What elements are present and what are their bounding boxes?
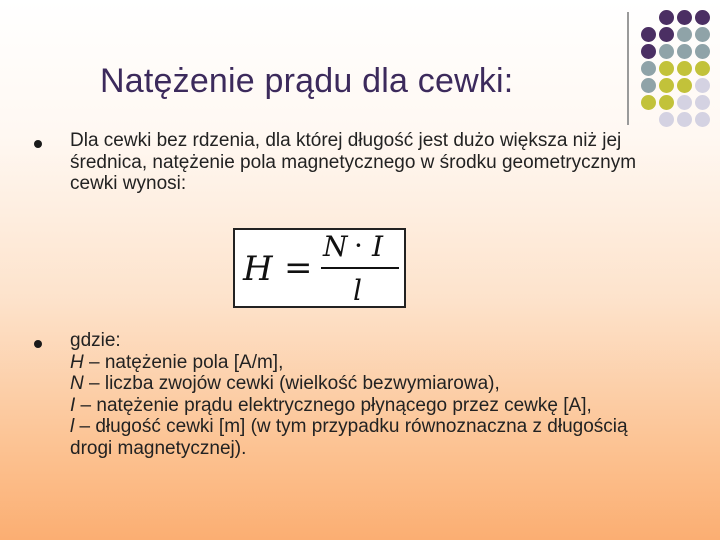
bullet-marker: [34, 140, 42, 148]
definition-symbol: l: [70, 416, 75, 437]
decor-dot: [641, 27, 656, 42]
bullet-marker: [34, 340, 42, 348]
decor-dot: [677, 61, 692, 76]
decor-dot: [659, 10, 674, 25]
decor-dot: [695, 10, 710, 25]
definition-symbol: H: [70, 351, 84, 373]
bullet-2-text: [70, 330, 670, 459]
formula-equals: =: [284, 248, 313, 288]
decor-dot: [659, 78, 674, 93]
formula-numerator-i: I: [372, 230, 384, 263]
definition-item: [70, 395, 670, 417]
definition-text: – liczba zwojów cewki (wielkość bezwymiarowa),: [83, 373, 500, 394]
decor-dot: [677, 44, 692, 59]
decor-dot: [695, 27, 710, 42]
definitions-intro: gdzie:: [70, 330, 121, 351]
decor-dot: [677, 78, 692, 93]
decor-dot: [641, 78, 656, 93]
decor-dot: [659, 44, 674, 59]
decor-dot: [695, 95, 710, 110]
decor-dot: [695, 61, 710, 76]
decor-dot: [695, 78, 710, 93]
formula-lhs: H: [243, 249, 273, 289]
decor-dot: [659, 112, 674, 127]
decor-dot: [695, 112, 710, 127]
decor-dot: [677, 95, 692, 110]
formula-denominator: l: [353, 274, 362, 306]
definition-symbol: N: [70, 373, 84, 394]
definition-item: [70, 373, 670, 395]
formula: [235, 230, 404, 306]
bullet-1-text: [70, 130, 670, 195]
decor-dot: [695, 44, 710, 59]
definition-symbol: I: [70, 394, 76, 416]
decor-dot: [641, 44, 656, 59]
decor-dot: [677, 112, 692, 127]
decor-dot: [659, 95, 674, 110]
decor-dot: [641, 61, 656, 76]
definition-text: – natężenie prądu elektrycznego płynącego przez cewkę [A],: [75, 394, 592, 416]
decor-dot: [677, 27, 692, 42]
decor-dot: [641, 95, 656, 110]
definition-text: – natężenie pola [A/m],: [83, 351, 284, 373]
decor-dot: [659, 61, 674, 76]
slide-title: Natężenie prądu dla cewki:: [100, 62, 514, 100]
formula-numerator-n: N: [323, 230, 348, 263]
decorative-vertical-line: [627, 12, 629, 125]
decorative-dot-grid: [641, 10, 710, 127]
bullet-1-paragraph: Dla cewki bez rdzenia, dla której długość jest dużo większa niż jej średnica, natężenie pola magnetycznego w środku geometrycznym cewki wynosi:: [70, 130, 637, 194]
definition-item: [70, 416, 670, 459]
decor-dot: [677, 10, 692, 25]
decor-dot: [659, 27, 674, 42]
definition-item: [70, 352, 670, 374]
definition-text: – długość cewki [m] (w tym przypadku równoznaczna z długością drogi magnetycznej).: [70, 416, 628, 459]
formula-box: [233, 228, 406, 308]
formula-numerator-dot: ·: [354, 230, 363, 262]
